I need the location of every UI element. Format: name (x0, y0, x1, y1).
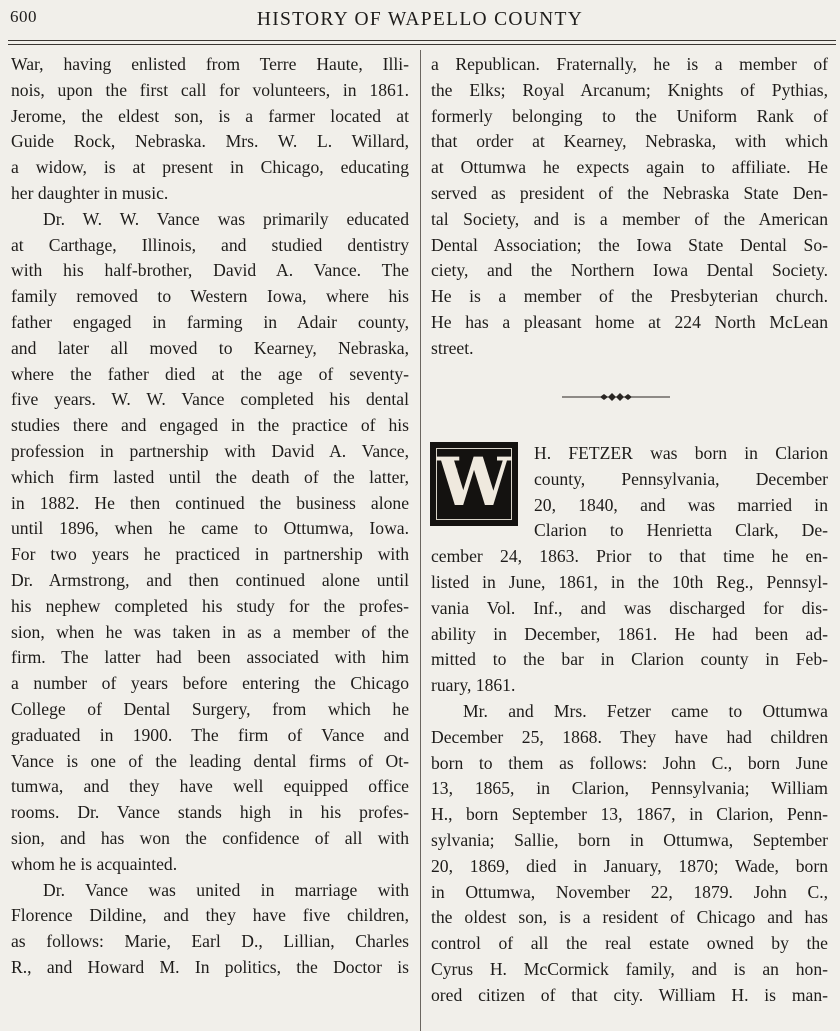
text-line: sylvania; Sallie, born in Ottumwa, September (431, 829, 828, 850)
text-line: Dr. Vance was united in marriage with (43, 879, 409, 900)
text-line: vania Vol. Inf., and was discharged for dis- (431, 597, 828, 618)
text-line: until 1896, when he came to Ottumwa, Iowa. (11, 518, 409, 539)
text-line: born to them as follows: John C., born June (431, 752, 828, 773)
text-line: Dental Association; the Iowa State Dental So- (431, 234, 828, 255)
text-line: father engaged in farming in Adair county, (11, 311, 409, 332)
text-line: whom he is acquainted. (11, 853, 178, 874)
text-line: ored citizen of that city. William H. is man- (431, 984, 828, 1005)
text-line: ability in December, 1861. He had been ad- (431, 623, 828, 644)
text-line: December 25, 1868. They have had children (431, 726, 828, 747)
text-line: five years. W. W. Vance completed his dental (11, 389, 409, 410)
text-line: formerly belonging to the Uniform Rank of (431, 105, 828, 126)
text-line: He is a member of the Presbyterian church. (431, 286, 828, 307)
text-line: Guide Rock, Nebraska. Mrs. W. L. Willard, (11, 131, 409, 152)
text-line: Dr. Armstrong, and then continued alone until (11, 569, 409, 590)
text-line: H., born September 13, 1867, in Clarion, Penn- (431, 804, 828, 825)
text-line: the Elks; Royal Arcanum; Knights of Pythias, (431, 79, 828, 100)
text-line: county, Pennsylvania, December (534, 468, 828, 489)
text-line: which firm lasted until the death of the latter, (11, 466, 409, 487)
text-line: Cyrus H. McCormick family, and is an hon- (431, 958, 828, 979)
text-line: mitted to the bar in Clarion county in Feb- (431, 649, 828, 670)
drop-cap-letter: W (436, 443, 512, 521)
text-line: 13, 1865, in Clarion, Pennsylvania; William (431, 778, 828, 799)
text-line: War, having enlisted from Terre Haute, Illi- (11, 54, 409, 74)
section-divider-ornament (562, 389, 670, 405)
text-line: ciety, and the Northern Iowa Dental Society. (431, 260, 828, 281)
text-line: Vance is one of the leading dental firms of Ot- (11, 750, 409, 771)
right-column-bottom (431, 441, 828, 1009)
text-line: nois, upon the first call for volunteers, in 1861. (11, 79, 409, 100)
text-line: cember 24, 1863. Prior to that time he en- (431, 546, 828, 567)
text-line: at Ottumwa he expects again to affiliate. He (431, 157, 828, 178)
text-line: profession in partnership with David A. Vance, (11, 440, 409, 461)
text-line: his nephew completed his study for the profes- (11, 595, 409, 616)
left-column (11, 52, 409, 981)
text-line: the oldest son, is a resident of Chicago and has (431, 907, 828, 928)
text-line: control of all the real estate owned by the (431, 933, 828, 954)
text-line: and later all moved to Kearney, Nebraska, (11, 337, 409, 358)
text-line: H. FETZER was born in Clarion (534, 443, 828, 463)
text-line: Mr. and Mrs. Fetzer came to Ottumwa (463, 700, 828, 721)
text-line: as follows: Marie, Earl D., Lillian, Charles (11, 931, 409, 952)
text-line: in Ottumwa, November 22, 1879. John C., (431, 881, 828, 902)
text-line: firm. The latter had been associated with him (11, 647, 409, 668)
right-column-top (431, 52, 828, 362)
column-divider (420, 50, 421, 1031)
text-line: For two years he practiced in partnership with (11, 544, 409, 565)
header-rule (8, 40, 836, 43)
text-line: family removed to Western Iowa, where his (11, 286, 409, 307)
text-line: graduated in 1900. The firm of Vance and (11, 724, 409, 745)
text-line: in 1882. He then continued the business alone (11, 492, 409, 513)
text-line: sion, when he was taken in as a member of the (11, 621, 409, 642)
text-line: He has a pleasant home at 224 North McLean (431, 311, 828, 332)
text-line: College of Dental Surgery, from which he (11, 698, 409, 719)
text-line: where the father died at the age of seventy- (11, 363, 409, 384)
text-line: tumwa, and they have well equipped office (11, 776, 409, 797)
text-line: listed in June, 1861, in the 10th Reg., Pennsyl- (431, 571, 828, 592)
text-line: Clarion to Henrietta Clark, De- (534, 520, 828, 541)
text-line: her daughter in music. (11, 182, 169, 203)
text-line: that order at Kearney, Nebraska, with which (431, 131, 828, 152)
text-line: with his half-brother, David A. Vance. The (11, 260, 409, 281)
text-line: a Republican. Fraternally, he is a member of (431, 54, 828, 74)
text-line: served as president of the Nebraska State Den- (431, 182, 828, 203)
text-line: Jerome, the eldest son, is a farmer located at (11, 105, 409, 126)
text-line: street. (431, 337, 474, 358)
running-head: HISTORY OF WAPELLO COUNTY (256, 9, 584, 30)
page-number: 600 (10, 7, 37, 26)
text-line: 20, 1869, died in January, 1870; Wade, born (431, 855, 828, 876)
text-line: studies there and engaged in the practice of his (11, 415, 409, 436)
text-line: rooms. Dr. Vance stands high in his profes- (11, 802, 409, 823)
text-line: Florence Dildine, and they have five children, (11, 905, 409, 926)
text-line: at Carthage, Illinois, and studied dentistry (11, 234, 409, 255)
text-line: a number of years before entering the Chicago (11, 673, 409, 694)
text-line: Dr. W. W. Vance was primarily educated (43, 208, 409, 229)
text-line: ruary, 1861. (431, 675, 516, 696)
text-line: sion, and has won the confidence of all with (11, 827, 409, 848)
text-line: 20, 1840, and was married in (534, 494, 828, 515)
text-line: R., and Howard M. In politics, the Doctor is (11, 956, 409, 977)
text-line: tal Society, and is a member of the American (431, 208, 828, 229)
text-line: a widow, is at present in Chicago, educating (11, 157, 409, 178)
